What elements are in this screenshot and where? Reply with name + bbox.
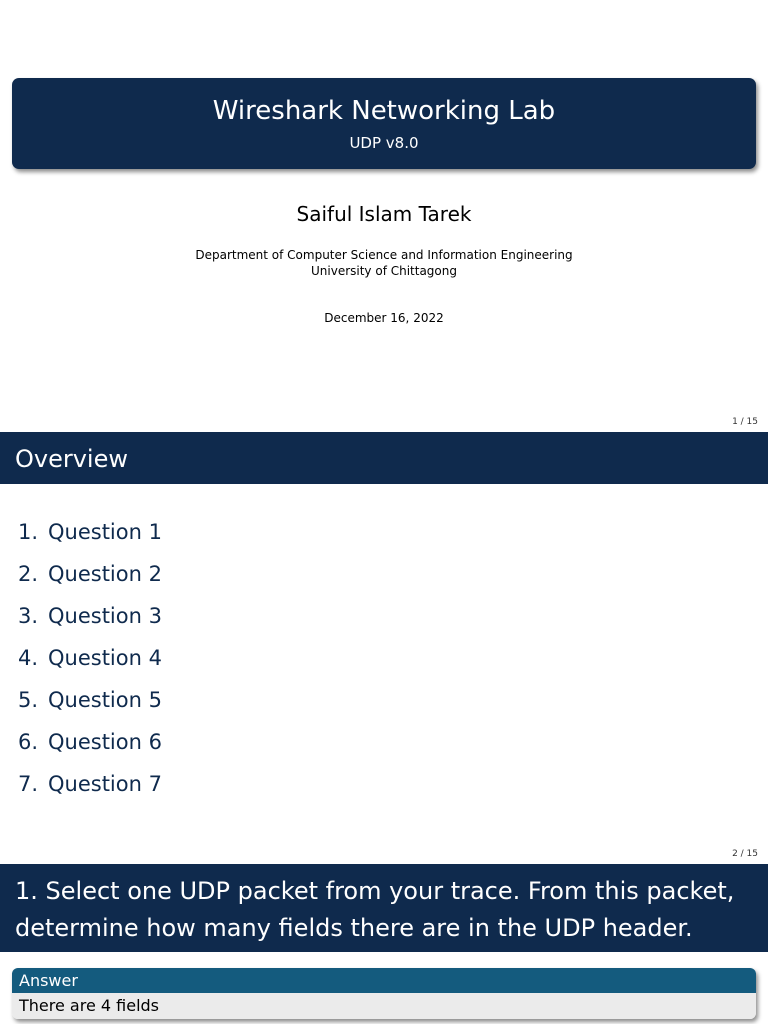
toc-item-4[interactable]: 4. Question 4 bbox=[18, 646, 162, 670]
title-box bbox=[12, 78, 756, 169]
author-name: Saiful Islam Tarek bbox=[296, 202, 472, 226]
question-title bbox=[15, 873, 748, 947]
toc-item-7[interactable]: 7. Question 7 bbox=[18, 772, 162, 796]
toc-item-1[interactable]: 1. Question 1 bbox=[18, 520, 162, 544]
page-number-1: 1 / 15 bbox=[732, 417, 758, 427]
answer-block bbox=[12, 968, 756, 1019]
question-title-line-1: 1. Select one UDP packet from your trace. From this packet, bbox=[15, 877, 735, 905]
presentation-date: December 16, 2022 bbox=[324, 311, 444, 325]
presentation-title: Wireshark Networking Lab bbox=[212, 96, 556, 126]
question-title-line-2: determine how many fields there are in the UDP header. bbox=[15, 914, 693, 942]
presentation-subtitle: UDP v8.0 bbox=[349, 134, 419, 152]
toc-item-2[interactable]: 2. Question 2 bbox=[18, 562, 162, 586]
overview-frame-title-bar bbox=[0, 432, 768, 484]
table-of-contents bbox=[18, 514, 162, 808]
toc-item-3[interactable]: 3. Question 3 bbox=[18, 604, 162, 628]
toc-item-6[interactable]: 6. Question 6 bbox=[18, 730, 162, 754]
university: University of Chittagong bbox=[311, 264, 457, 278]
toc-item-5[interactable]: 5. Question 5 bbox=[18, 688, 162, 712]
answer-block-body: There are 4 fields bbox=[12, 993, 756, 1019]
page-number-2: 2 / 15 bbox=[732, 849, 758, 859]
affiliation bbox=[0, 247, 768, 279]
question-frame-title-bar bbox=[0, 864, 768, 952]
answer-block-header: Answer bbox=[12, 968, 756, 993]
overview-title: Overview bbox=[15, 445, 128, 473]
department: Department of Computer Science and Information Engineering bbox=[195, 248, 573, 262]
